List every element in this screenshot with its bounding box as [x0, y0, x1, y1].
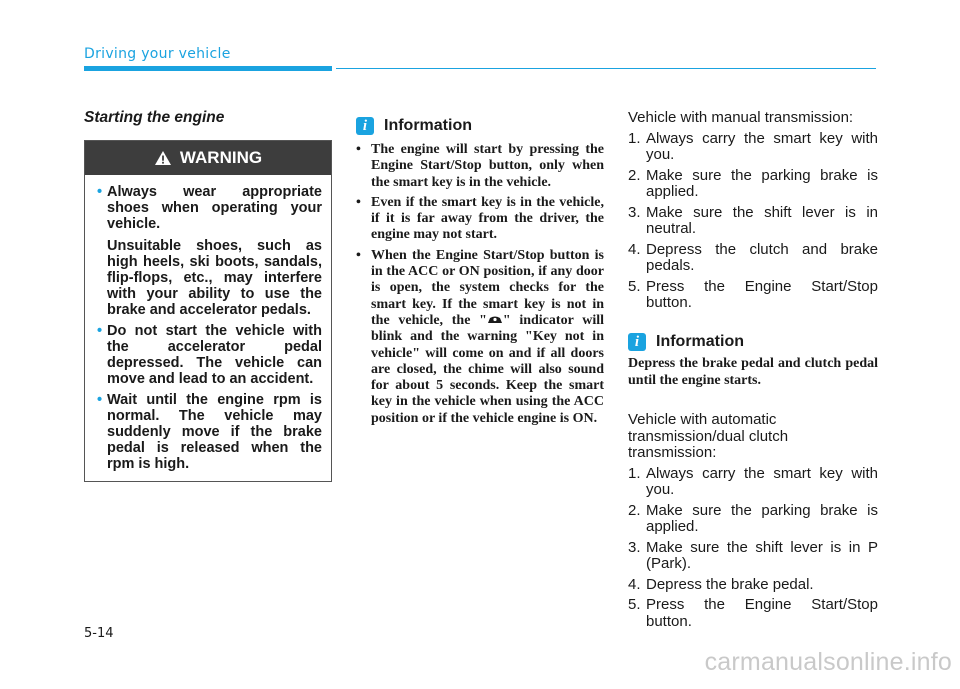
manual-steps	[628, 131, 878, 312]
warning-item	[97, 392, 322, 472]
automatic-transmission-section	[628, 412, 878, 630]
watermark: carmanualsonline.info	[704, 648, 952, 676]
step-item	[628, 577, 878, 594]
info-title: Information	[656, 333, 744, 350]
info-icon: i	[356, 117, 374, 135]
bullet-icon: •	[97, 184, 103, 200]
step-item	[628, 279, 878, 312]
step-number: 2.	[628, 166, 641, 184]
info-text-before: When the Engine Start/Stop button is in the ACC or ON position, if any door is open, the system checks for the smart key. If the smart key is not in the vehicle, the "	[371, 247, 604, 328]
info-item	[356, 195, 604, 244]
bullet-icon: •	[97, 323, 103, 339]
step-item	[628, 131, 878, 164]
info-heading	[356, 117, 472, 135]
step-number: 2.	[628, 501, 641, 519]
step-item	[628, 466, 878, 499]
step-number: 5.	[628, 596, 641, 613]
warning-text: Unsuitable shoes, such as high heels, ski boots, sandals, flip-flops, etc., may interfere with your ability to use the brake and accelerator pedals.	[107, 238, 322, 318]
info-note: Depress the brake pedal and clutch pedal until the engine starts.	[628, 356, 878, 388]
warning-triangle-icon	[154, 150, 172, 166]
step-text: Make sure the shift lever is in P (Park).	[646, 538, 878, 572]
subheading: Starting the engine	[84, 109, 225, 126]
step-text: Press the Engine Start/Stop button.	[646, 596, 878, 630]
info-icon: i	[628, 333, 646, 351]
header-rule-accent	[84, 66, 332, 71]
warning-title: WARNING	[179, 148, 263, 167]
bullet-icon: •	[356, 247, 361, 263]
step-number: 1.	[628, 464, 641, 482]
header-rule	[336, 68, 876, 69]
step-number: 3.	[628, 538, 641, 556]
warning-list	[85, 184, 331, 472]
step-text: Make sure the parking brake is applied.	[646, 501, 878, 535]
step-item	[628, 242, 878, 275]
bullet-icon: •	[356, 194, 361, 210]
step-number: 5.	[628, 277, 641, 295]
auto-steps	[628, 466, 878, 631]
info-heading	[628, 333, 744, 351]
step-text: Make sure the parking brake is applied.	[646, 166, 878, 200]
info-text: The engine will start by pressing the Engine Start/Stop button, only when the smart key is in the vehicle.	[371, 142, 604, 190]
warning-item	[97, 323, 322, 387]
warning-text: Do not start the vehicle with the accelerator pedal depressed. The vehicle can move and lead to an accident.	[107, 323, 322, 387]
step-text: Depress the clutch and brake pedals.	[646, 240, 878, 274]
step-item	[628, 168, 878, 201]
bullet-icon: •	[97, 392, 103, 408]
step-number: 1.	[628, 129, 641, 147]
step-text: Press the Engine Start/Stop button.	[646, 277, 878, 311]
warning-text: Always wear appropriate shoes when operating your vehicle.	[107, 184, 322, 232]
info-item	[356, 248, 604, 427]
step-text: Depress the brake pedal.	[646, 575, 814, 593]
info-text-after: " indicator will blink and the warning "Key not in vehicle" will come on and if all doors are closed, the chime will also sound for about 5 seconds. Keep the smart key in the vehicle when using the ACC position or if the vehicle engine is ON.	[371, 312, 604, 426]
step-text: Make sure the shift lever is in neutral.	[646, 203, 878, 237]
bullet-icon: •	[356, 142, 361, 157]
step-item	[628, 540, 878, 573]
info-text: Even if the smart key is in the vehicle, if it is far away from the driver, the engine may not start.	[371, 194, 604, 243]
warning-item	[97, 184, 322, 318]
step-number: 4.	[628, 575, 641, 593]
warning-header	[85, 141, 331, 175]
step-number: 4.	[628, 240, 641, 258]
step-item	[628, 597, 878, 630]
info-list	[356, 142, 604, 431]
manual-intro: Vehicle with manual transmission:	[628, 109, 854, 126]
manual-transmission-section	[628, 110, 878, 312]
info-item	[356, 142, 604, 191]
page-number: 5-14	[84, 626, 114, 641]
step-item	[628, 503, 878, 536]
step-text: Always carry the smart key with you.	[646, 464, 878, 498]
warning-box	[84, 140, 332, 482]
key-indicator-icon	[487, 315, 503, 325]
auto-intro: Vehicle with automatic transmission/dual clutch transmission:	[628, 411, 789, 461]
step-text: Always carry the smart key with you.	[646, 129, 878, 163]
step-number: 3.	[628, 203, 641, 221]
warning-text: Wait until the engine rpm is normal. The vehicle may suddenly move if the brake pedal is released when the rpm is high.	[107, 392, 322, 472]
section-title: Driving your vehicle	[84, 46, 231, 62]
step-item	[628, 205, 878, 238]
info-title: Information	[384, 117, 472, 134]
